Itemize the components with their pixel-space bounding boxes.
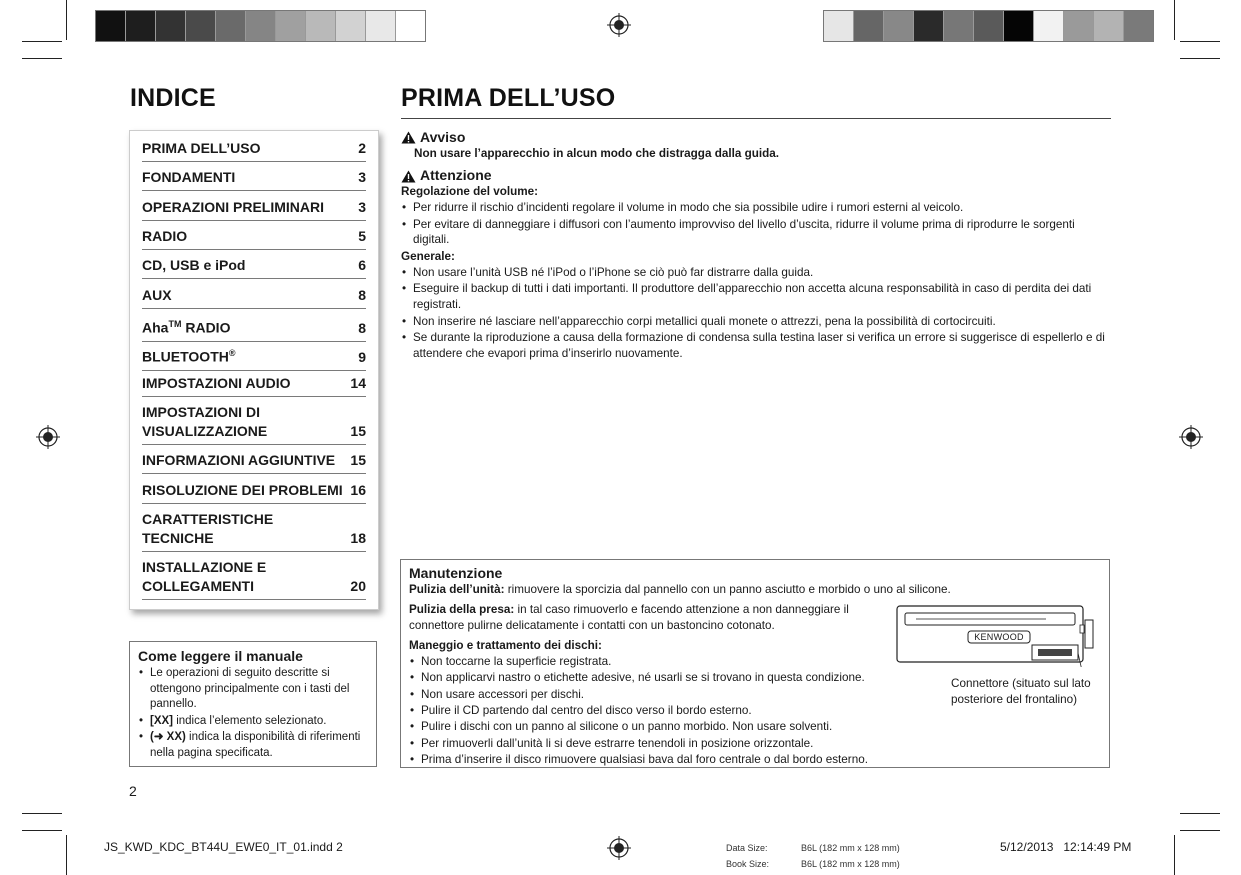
caution-title: Attenzione [420, 167, 492, 184]
general-heading: Generale: [401, 249, 455, 263]
list-item: • Per rimuoverli dall’unità li si deve estrarre tenendoli in posizione orizzontale. [409, 736, 889, 751]
toc-entry-page: 2 [358, 140, 366, 156]
toc-entry-label: FONDAMENTI [142, 169, 236, 185]
toc-entry-label: BLUETOOTH® [142, 348, 236, 365]
color-swatch [1034, 11, 1064, 41]
color-swatch [854, 11, 884, 41]
list-item [138, 666, 368, 713]
data-size-label: Data Size: [726, 843, 768, 853]
list-item: • Per ridurre il rischio d’incidenti regolare il volume in modo che sia possibile udire i rumori esterni al veicolo. [401, 200, 1111, 216]
unit-cleaning-head: Pulizia dell’unità: [409, 583, 505, 596]
toc-entry-page: 18 [350, 530, 366, 546]
how-to-read-title: Come leggere il manuale [138, 648, 303, 664]
registration-mark-icon [36, 425, 60, 449]
toc-entry[interactable] [142, 256, 366, 279]
color-swatch [974, 11, 1004, 41]
color-swatch [1064, 11, 1094, 41]
color-swatch [216, 11, 246, 41]
color-swatch [396, 11, 425, 41]
page-title: PRIMA DELL’USO [401, 84, 616, 112]
toc-entry[interactable] [142, 374, 366, 397]
toc-entry[interactable] [142, 344, 366, 371]
list-item: • Per evitare di danneggiare i diffusori con l’aumento improvviso del livello d’uscita, ridurre il volume prima di riprodurre le sorgenti digitali. [401, 217, 1111, 248]
toc-entry-page: 14 [350, 375, 366, 391]
title-rule [401, 118, 1111, 119]
toc-entry[interactable] [142, 451, 366, 474]
toc-entry-label: INFORMAZIONI AGGIUNTIVE [142, 452, 336, 468]
list-item: • Non inserire né lasciare nell’apparecchio corpi metallici quali monete o attrezzi, pena la possibilità di cortocircuiti. [401, 314, 1111, 330]
toc-entry-page: 3 [358, 199, 366, 215]
connector-caption-line: posteriore del frontalino) [951, 693, 1078, 706]
maintenance-title: Manutenzione [409, 565, 503, 581]
toc-entry-page: 5 [358, 228, 366, 244]
color-swatch [246, 11, 276, 41]
color-swatch [914, 11, 944, 41]
warning-icon [401, 170, 416, 183]
color-swatch [306, 11, 336, 41]
list-item: • Non usare accessori per dischi. [409, 687, 889, 702]
list-item: • Non toccarne la superficie registrata. [409, 654, 889, 669]
color-swatch [944, 11, 974, 41]
list-item: • Eseguire il backup di tutti i dati importanti. Il produttore dell’apparecchio non accetta alcuna responsabilità in caso di perdita dei dati registrati. [401, 281, 1111, 312]
disc-care-head: Maneggio e trattamento dei dischi: [409, 639, 602, 652]
toc-entry[interactable] [142, 403, 366, 445]
key-notation: [XX] [150, 714, 173, 727]
data-size-value: B6L (182 mm x 128 mm) [801, 843, 900, 853]
color-swatch [1094, 11, 1124, 41]
color-swatch [96, 11, 126, 41]
caution-heading [401, 168, 1111, 184]
list-item-text: indica la disponibilità di riferimenti nella pagina specificata. [150, 731, 361, 759]
volume-heading: Regolazione del volume: [401, 185, 539, 199]
socket-cleaning-text: in tal caso rimuoverlo e facendo attenzione a non danneggiare il connettore pulirne delicatamente i contatti con un bastoncino cotonato. [409, 603, 849, 632]
general-list [401, 265, 1111, 362]
list-item-text: indica l’elemento selezionato. [173, 714, 327, 727]
toc-entry[interactable] [142, 286, 366, 309]
toc-entry-label: AUX [142, 287, 172, 303]
toc-entry[interactable] [142, 315, 366, 342]
toc-entry-label: CD, USB e iPod [142, 257, 246, 273]
color-swatch [126, 11, 156, 41]
toc-entry-label: RISOLUZIONE DEI PROBLEMI [142, 482, 343, 498]
toc-entry-page: 15 [350, 452, 366, 468]
toc-entry[interactable] [142, 198, 366, 221]
brand-logo: KENWOOD [974, 632, 1024, 642]
warning-heading [401, 130, 1111, 146]
list-item: • Prima d’inserire il disco rimuovere qualsiasi bava dal foro centrale o dal bordo esterno. [409, 752, 889, 767]
list-item: • Pulire il CD partendo dal centro del disco verso il bordo esterno. [409, 703, 889, 718]
toc-entry-page: 15 [350, 423, 366, 439]
book-size-label: Book Size: [726, 859, 770, 869]
list-item: • Pulire i dischi con un panno al silicone o un panno morbido. Non usare solventi. [409, 719, 889, 734]
disc-care [409, 638, 889, 769]
color-swatch [1004, 11, 1034, 41]
color-swatch [336, 11, 366, 41]
toc-entry-page: 8 [358, 319, 366, 336]
toc-entry-label: PRIMA DELL’USO [142, 140, 261, 156]
maintenance-box [400, 559, 1110, 768]
color-swatch [824, 11, 854, 41]
toc-entry-page: 8 [358, 287, 366, 303]
socket-cleaning [409, 602, 869, 633]
list-item: • Se durante la riproduzione a causa della formazione di condensa sulla testina laser si verifica un errore si suggerisce di espellerlo e di attendere che evapori prima d’inserirlo nuovamente. [401, 330, 1111, 361]
disc-list [409, 654, 889, 768]
toc-entry-label: IMPOSTAZIONI DI VISUALIZZAZIONE [142, 404, 268, 439]
list-item [138, 714, 368, 730]
list-item: • Non usare l’unità USB né l’iPod o l’iPhone se ciò può far distrarre dalla guida. [401, 265, 1111, 281]
how-to-read-box [129, 641, 377, 767]
color-swatch [1124, 11, 1153, 41]
color-swatch [186, 11, 216, 41]
color-swatch [276, 11, 306, 41]
page-number: 2 [129, 783, 137, 799]
toc-entry[interactable] [142, 510, 366, 552]
toc-entry[interactable] [142, 558, 366, 600]
file-name: JS_KWD_KDC_BT44U_EWE0_IT_01.indd 2 [104, 840, 343, 854]
toc-entry-page: 16 [350, 482, 366, 498]
color-bar-right [823, 10, 1154, 42]
socket-cleaning-head: Pulizia della presa: [409, 603, 515, 616]
warning-title: Avviso [420, 129, 466, 145]
connector-caption [951, 676, 1091, 708]
toc-entry-label: INSTALLAZIONE E COLLEGAMENTI [142, 559, 267, 594]
book-size-value: B6L (182 mm x 128 mm) [801, 859, 900, 869]
connector-caption-line: Connettore (situato sul lato [951, 677, 1091, 690]
registration-mark-icon [1179, 425, 1203, 449]
toc-entry[interactable] [142, 227, 366, 250]
timestamp: 5/12/2013 12:14:49 PM [1000, 840, 1132, 854]
color-swatch [366, 11, 396, 41]
toc-entry-label: RADIO [142, 228, 188, 244]
registration-mark-icon [607, 836, 631, 860]
list-item [138, 730, 368, 761]
unit-cleaning-text: rimuovere la sporcizia dal pannello con un panno asciutto e morbido o uno al silicone. [504, 583, 951, 596]
index-title: INDICE [130, 84, 216, 112]
toc-entry-page: 3 [358, 169, 366, 185]
toc-entry-page: 20 [350, 578, 366, 594]
color-swatch [156, 11, 186, 41]
unit-cleaning [409, 582, 1099, 598]
toc-entry-page: 6 [358, 257, 366, 273]
color-bar-left [95, 10, 426, 42]
list-item-text: Le operazioni di seguito descritte si ottengono principalmente con i tasti del pannello. [150, 667, 350, 710]
registration-mark-icon [607, 13, 631, 37]
toc-entry-label: Aha™ RADIO [142, 319, 231, 336]
toc-entry[interactable] [142, 139, 366, 162]
toc-entry[interactable] [142, 168, 366, 191]
reference-notation: (➜ XX) [150, 731, 186, 743]
toc-entry[interactable] [142, 481, 366, 504]
toc-entry-page: 9 [358, 348, 366, 365]
toc-entry-label: OPERAZIONI PRELIMINARI [142, 199, 325, 215]
toc-entry-label: IMPOSTAZIONI AUDIO [142, 375, 291, 391]
table-of-contents [129, 130, 379, 610]
warning-text: Non usare l’apparecchio in alcun modo che distragga dalla guida. [414, 146, 779, 160]
volume-list [401, 200, 1111, 248]
list-item: • Non applicarvi nastro o etichette adesive, né usarli se si trovano in questa condizione. [409, 670, 889, 685]
color-swatch [884, 11, 914, 41]
warning-section [401, 130, 1111, 363]
toc-entry-label: CARATTERISTICHE TECNICHE [142, 511, 274, 546]
warning-icon [401, 131, 416, 144]
